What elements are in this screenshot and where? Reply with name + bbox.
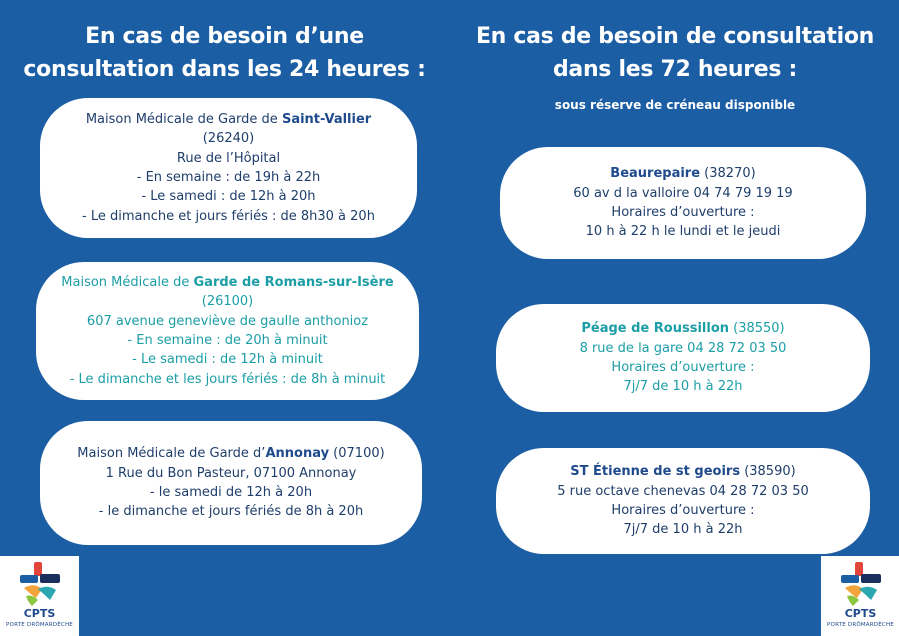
postcode: (07100) [329, 446, 385, 462]
card-title [40, 444, 422, 463]
card-title [500, 164, 866, 183]
hours-line: - le dimanche et jours fériés de 8h à 20h [98, 504, 364, 520]
address: 607 avenue geneviève de gaulle anthonioz [86, 313, 369, 329]
postcode: (38550) [729, 321, 785, 337]
hours-line: - Le dimanche et jours fériés : de 8h30 à 20h [82, 208, 375, 224]
postcode: (38270) [700, 166, 756, 182]
hours-line: - En semaine : de 19h à 22h [136, 170, 321, 185]
card-title [496, 319, 870, 338]
hours-line: 10 h à 22 h le lundi et le jeudi [585, 224, 781, 240]
title-prefix: Maison Médicale de Garde d’ [77, 446, 266, 462]
heading-72h-line-2: dans les 72 heures : [552, 57, 798, 82]
card-saint-vallier [40, 98, 417, 238]
title-prefix: Maison Médicale de Garde de [85, 111, 282, 127]
title-location: Beaurepaire [610, 166, 701, 182]
address: 5 rue octave chenevas 04 28 72 03 50 [557, 483, 809, 499]
address: 1 Rue du Bon Pasteur, 07100 Annonay [105, 465, 357, 481]
heading-72h-line-1: En cas de besoin de consultation [475, 24, 875, 49]
hours-line: - Le dimanche et les jours fériés : de 8h à minuit [69, 371, 386, 387]
logo-name: CPTS [844, 607, 877, 620]
hours-label: Horaires d’ouverture : [611, 503, 755, 518]
card-title [36, 273, 419, 292]
heading-24h-line-2: consultation dans les 24 heures : [23, 57, 426, 82]
cpts-logo [0, 556, 79, 636]
card-annonay [40, 421, 422, 545]
title-prefix: Maison Médicale de [61, 274, 194, 290]
card-title [496, 462, 870, 481]
logo-tagline: PORTE DRÔMARDÈCHE [827, 622, 894, 628]
hours-line: - En semaine : de 20h à minuit [127, 333, 328, 348]
hours-line: - Le samedi : de 12h à 20h [141, 189, 316, 205]
address: 8 rue de la gare 04 28 72 03 50 [579, 340, 787, 356]
hours-label: Horaires d’ouverture : [611, 360, 755, 375]
logo-tagline: PORTE DRÔMARDÈCHE [6, 622, 73, 628]
address: 60 av d la valloire 04 74 79 19 19 [573, 185, 793, 201]
heading-24h-line-1: En cas de besoin d’une [85, 24, 364, 49]
cpts-emblem-icon [20, 562, 60, 606]
hours-line: 7j/7 de 10 h à 22h [623, 522, 743, 538]
cpts-emblem-icon [841, 562, 881, 606]
heading-24h [0, 20, 449, 86]
title-location: Péage de Roussillon [581, 321, 729, 337]
card-title [40, 110, 417, 129]
title-location: Saint-Vallier [281, 111, 372, 127]
card-peage-de-roussillon [496, 304, 870, 412]
hours-line: - le samedi de 12h à 20h [149, 485, 313, 500]
hours-line: - Le samedi : de 12h à minuit [132, 352, 323, 368]
availability-note: sous réserve de créneau disponible [554, 98, 796, 112]
postcode: (26100) [201, 294, 254, 310]
hours-label: Horaires d’ouverture : [611, 205, 755, 220]
title-location: Garde de Romans-sur-Isère [193, 274, 394, 290]
card-romans [36, 262, 419, 400]
postcode: (26240) [202, 131, 255, 147]
title-location: Annonay [265, 446, 330, 462]
card-beaurepaire [500, 147, 866, 259]
logo-name: CPTS [23, 607, 56, 620]
address: Rue de l’Hôpital [176, 150, 281, 166]
heading-72h [455, 20, 895, 86]
postcode: (38590) [740, 464, 796, 480]
hours-line: 7j/7 de 10 h à 22h [623, 379, 743, 395]
title-location: ST Étienne de st geoirs [570, 464, 741, 480]
cpts-logo [821, 556, 899, 636]
card-st-etienne-de-st-geoirs [496, 448, 870, 554]
